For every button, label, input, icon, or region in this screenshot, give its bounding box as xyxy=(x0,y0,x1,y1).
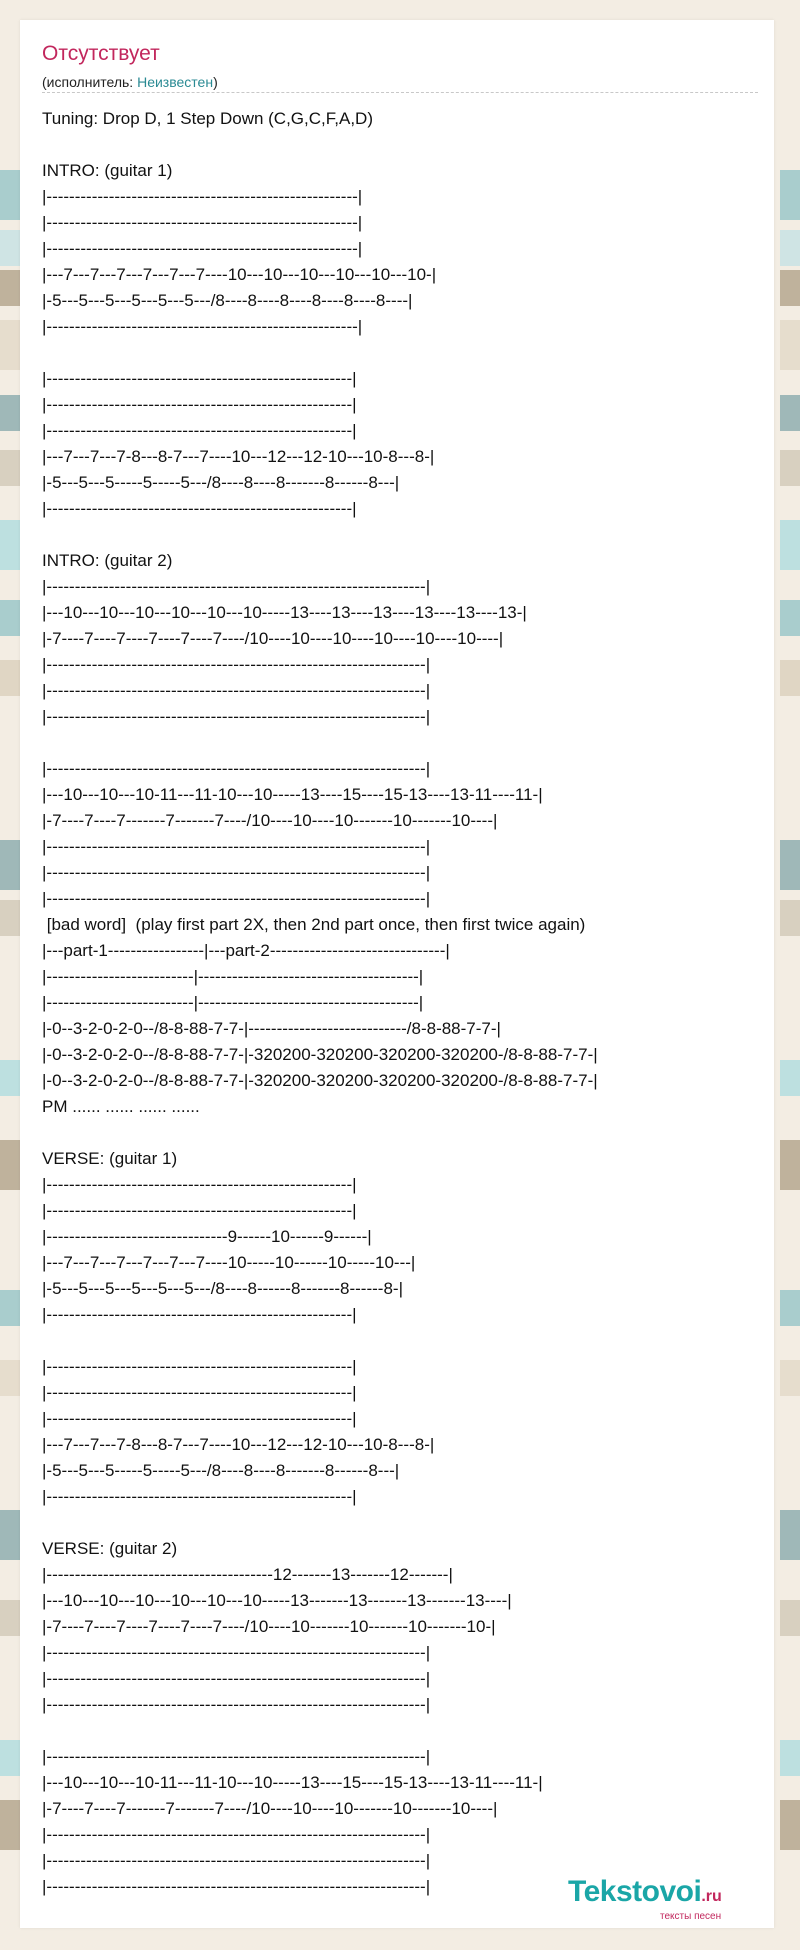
decorative-left-stripes xyxy=(0,0,20,1950)
performer-prefix: (исполнитель: xyxy=(42,74,138,90)
decorative-right-stripes xyxy=(780,0,800,1950)
performer-link[interactable]: Неизвестен xyxy=(137,74,214,90)
lyrics-card xyxy=(20,20,774,1928)
title-divider xyxy=(42,92,758,93)
logo-suffix: .ru xyxy=(701,1888,722,1905)
logo-tagline: тексты песен xyxy=(660,1911,722,1922)
song-title: Отсутствует xyxy=(42,42,160,65)
site-logo[interactable] xyxy=(568,1875,722,1922)
performer-line xyxy=(42,74,218,90)
performer-suffix: ) xyxy=(213,74,218,90)
song-lyrics: Tuning: Drop D, 1 Step Down (C,G,C,F,A,D) INTRO: (guitar 1) |-------------------------------------------------------| |-------------------------------------------------------| |-------------------------------------------------------| |---7---7---7---7---7---7----10---10---10---10---10---10-| |-5---5---5---5---5---5---/8----8----8----8----8----8----| |-------------------------------------------------------| |------------------------------------------------------| |------------------------------------------------------| |------------------------------------------------------| |---7---7---7-8---8-7---7----10---12---12-10---10-8---8-| |-5---5---5-----5-----5---/8----8----8-------8------8---| |------------------------------------------------------| INTRO: (guitar 2) |-------------------------------------------------------------------| |---10---10---10---10---10---10-----13----13----13----13----13----13-| |-7----7----7----7----7----7----/10----10----10----10----10----10----| |-------------------------------------------------------------------| |-------------------------------------------------------------------| |-------------------------------------------------------------------| |-------------------------------------------------------------------| |---10---10---10-11---11-10---10-----13----15----15-13----13-11----11-| |-7----7----7-------7-------7----/10----10----10-------10-------10----| |-------------------------------------------------------------------| |-------------------------------------------------------------------| |-------------------------------------------------------------------| [bad word] (play first part 2X, then 2nd part once, then first twice again) |---part-1-----------------|---part-2-------------------------------| |--------------------------|---------------------------------------| |--------------------------|---------------------------------------| |-0--3-2-0-2-0--/8-8-88-7-7-|----------------------------/8-8-88-7-7-| |-0--3-2-0-2-0--/8-8-88-7-7-|-320200-320200-320200-320200-/8-8-88-7-7-| |-0--3-2-0-2-0--/8-8-88-7-7-|-320200-320200-320200-320200-/8-8-88-7-7-| PM ...... ...... ...... ...... VERSE: (guitar 1) |------------------------------------------------------| |------------------------------------------------------| |--------------------------------9------10------9------| |---7---7---7---7---7---7----10-----10------10-----10---| |-5---5---5---5---5---5---/8----8------8-------8------8-| |------------------------------------------------------| |------------------------------------------------------| |------------------------------------------------------| |------------------------------------------------------| |---7---7---7-8---8-7---7----10---12---12-10---10-8---8-| |-5---5---5-----5-----5---/8----8----8-------8------8---| |------------------------------------------------------| VERSE: (guitar 2) |----------------------------------------12-------13-------12-------| |---10---10---10---10---10---10-----13-------13-------13-------13----| |-7----7----7----7----7----7----/10----10-------10-------10-------10-| |-------------------------------------------------------------------| |-------------------------------------------------------------------| |-------------------------------------------------------------------| |-------------------------------------------------------------------| |---10---10---10-11---11-10---10-----13----15----15-13----13-11----11-| |-7----7----7-------7-------7----/10----10----10-------10-------10----| |-------------------------------------------------------------------| |-------------------------------------------------------------------| |-------------------------------------------------------------------| xyxy=(42,109,598,1896)
logo-name: Tekstovoi xyxy=(568,1875,702,1908)
